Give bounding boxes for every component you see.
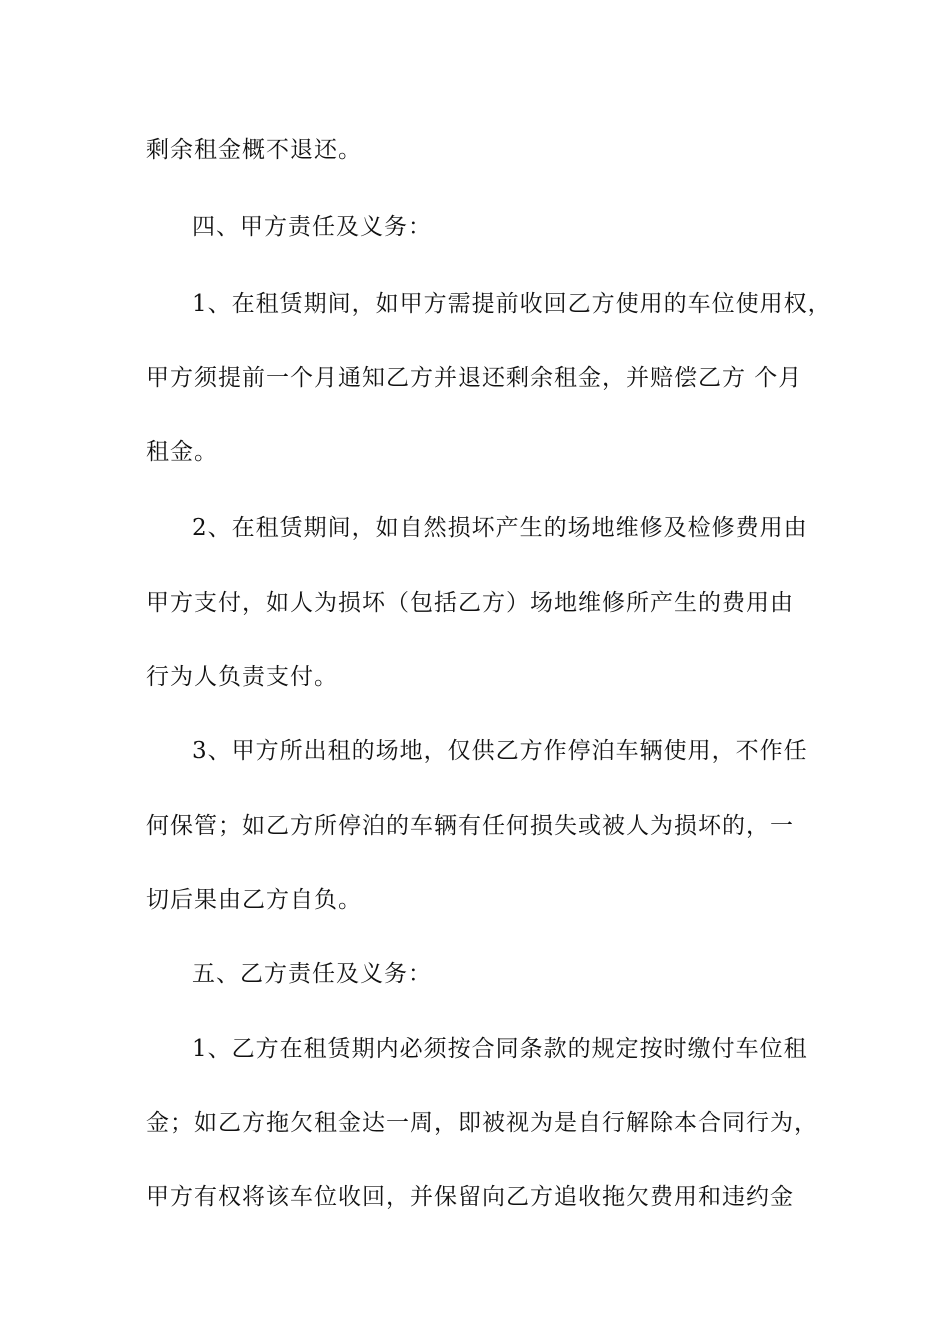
text-line: 行为人负责支付。 xyxy=(146,664,338,690)
text-line: 甲方支付，如人为损坏（包括乙方）场地维修所产生的费用由 xyxy=(146,590,794,616)
text-line: 切后果由乙方自负。 xyxy=(146,887,362,913)
section-heading: 五、乙方责任及义务： xyxy=(192,961,432,987)
text-line: 甲方须提前一个月通知乙方并退还剩余租金，并赔偿乙方 个月 xyxy=(146,365,803,391)
section-heading: 四、甲方责任及义务： xyxy=(192,214,432,240)
text-line: 1、在租赁期间，如甲方需提前收回乙方使用的车位使用权， xyxy=(192,291,832,317)
text-line: 甲方有权将该车位收回，并保留向乙方追收拖欠费用和违约金 xyxy=(146,1184,794,1210)
text-line: 剩余租金概不退还。 xyxy=(146,137,362,163)
text-line: 租金。 xyxy=(146,439,218,465)
text-line: 1、乙方在租赁期内必须按合同条款的规定按时缴付车位租 xyxy=(192,1036,808,1062)
text-line: 金；如乙方拖欠租金达一周，即被视为是自行解除本合同行为， xyxy=(146,1110,818,1136)
text-line: 何保管；如乙方所停泊的车辆有任何损失或被人为损坏的，一 xyxy=(146,813,794,839)
text-line: 3、甲方所出租的场地，仅供乙方作停泊车辆使用，不作任 xyxy=(192,738,808,764)
text-line: 2、在租赁期间，如自然损坏产生的场地维修及检修费用由 xyxy=(192,515,808,541)
